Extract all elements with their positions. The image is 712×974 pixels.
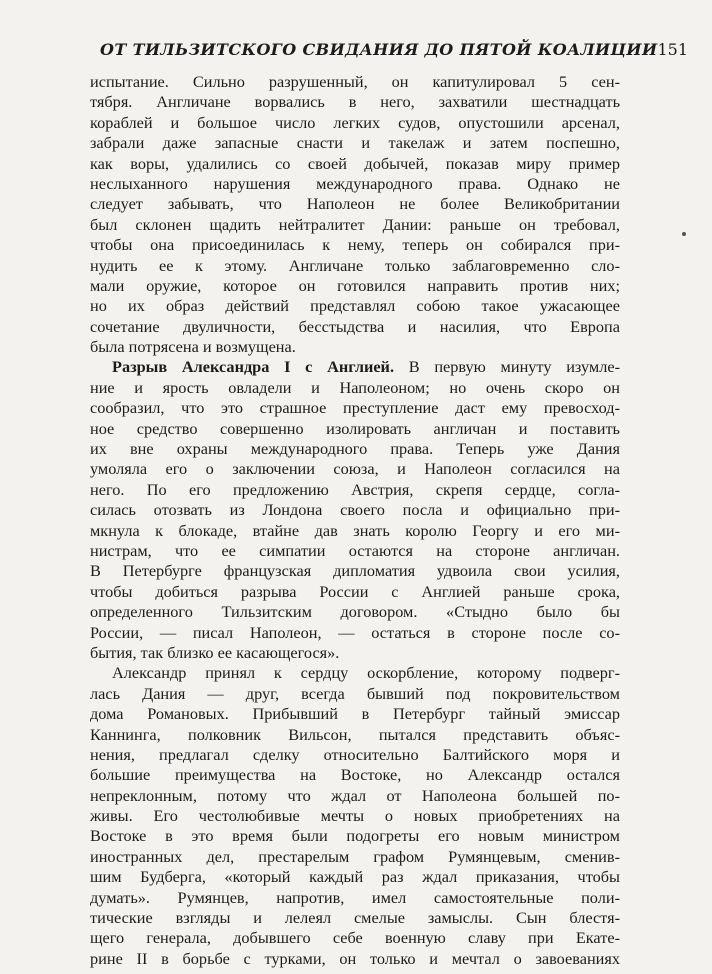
text-line: В Петербурге французская дипломатия удвоила свои усилия,: [90, 561, 620, 581]
text-line: него. По его предложению Австрия, скрепя сердце, согла-: [90, 479, 620, 499]
text-line: сообразил, что это страшное преступление даст ему превосход-: [90, 398, 620, 418]
text-line: тября. Англичане ворвались в него, захватили шестнадцать: [90, 92, 620, 112]
text-line: забрали даже запасные снасти и такелаж и затем поспешно,: [90, 133, 620, 153]
text-line: определенного Тильзитским договором. «Стыдно было бы: [90, 602, 620, 622]
text-line: их вне охраны международного права. Теперь уже Дания: [90, 439, 620, 459]
text-line: но их образ действий представлял собою такое ужасающее: [90, 296, 620, 316]
text-line: испытание. Сильно разрушенный, он капитулировал 5 сен-: [90, 72, 620, 91]
ink-speck: [682, 232, 686, 236]
text-line: мкнула к блокаде, втайне дав знать королю Георгу и его ми-: [90, 520, 620, 540]
text-line: России, — писал Наполеон, — остаться в стороне после со-: [90, 622, 620, 642]
text-line: лась Дания — друг, всегда бывший под покровительством: [90, 683, 620, 703]
text-line: кораблей и большое число легких судов, опустошили арсенал,: [90, 112, 620, 132]
text-line: большие преимущества на Востоке, но Александр остался: [90, 765, 620, 785]
section-first-line: [90, 357, 620, 377]
text-line: Востоке в это время были подогреты его новым министром: [90, 826, 620, 846]
text-line: Александр принял к сердцу оскорбление, которому подверг-: [112, 663, 620, 683]
text-line: ное средство совершенно изолировать англичан и поставить: [90, 418, 620, 438]
text-line: чтобы добиться разрыва России с Англией раньше срока,: [90, 581, 620, 601]
text-line: нистрам, что ее симпатии остаются на стороне англичан.: [90, 540, 620, 560]
text-line: дома Романовых. Прибывший в Петербург тайный эмиссар: [90, 704, 620, 724]
text-line: чтобы она присоединилась к нему, теперь он собирался при-: [90, 235, 620, 255]
text-line: неслыханного нарушения международного права. Однако не: [90, 173, 620, 193]
text-line: как воры, удалились со своей добычей, показав миру пример: [90, 153, 620, 173]
text-line: тические взгляды и лелеял смелые замыслы. Сын блестя-: [90, 908, 620, 928]
text-line: мали оружие, которое он готовился направить против них;: [90, 275, 620, 295]
text-line: думать». Румянцев, напротив, имел самостоятельные поли-: [90, 887, 620, 907]
text-line: был склонен щадить нейтралитет Дании: раньше он требовал,: [90, 214, 620, 234]
text-line: ние и ярость овладели и Наполеоном; но очень скоро он: [90, 377, 620, 397]
text-line: умоляла его о заключении союза, и Наполеон согласился на: [90, 459, 620, 479]
body-text: [90, 72, 620, 969]
text-line: нения, предлагал сделку относительно Балтийского моря и: [90, 744, 620, 764]
text-line: непреклонным, потому что ждал от Наполеона большей по-: [90, 785, 620, 805]
text-line: сочетание двуличности, бесстыдства и насилия, что Европа: [90, 316, 620, 336]
text-line: бытия, так близко ее касающегося».: [90, 642, 340, 662]
text-line: нудить ее к этому. Англичане только заблаговременно сло-: [90, 255, 620, 275]
text-line: шим Будберга, «который каждый раз ждал приказания, чтобы: [90, 867, 620, 887]
text-line: силась отозвать из Лондона своего посла и официально при-: [90, 500, 620, 520]
text-line: следует забывать, что Наполеон не более Великобритании: [90, 194, 620, 214]
text-line: Каннинга, полковник Вильсон, пытался представить объяс-: [90, 724, 620, 744]
text-line: щего генерала, добывшего себе военную славу при Екате-: [90, 928, 620, 948]
running-head: [100, 40, 689, 64]
text-line: была потрясена и возмущена.: [90, 337, 296, 357]
text-line: иностранных дел, престарелым графом Румянцевым, сменив-: [90, 846, 620, 866]
page-number: 151: [657, 40, 689, 59]
running-title: ОТ ТИЛЬЗИТСКОГО СВИДАНИЯ ДО ПЯТОЙ КОАЛИЦИИ: [100, 40, 658, 59]
section-heading: Разрыв Александра I с Англией.: [112, 357, 395, 377]
text-line: живы. Его честолюбивые мечты о новых приобретениях на: [90, 806, 620, 826]
section-first-line-text: В первую минуту изумле-: [394, 357, 620, 377]
text-line: рине II в борьбе с турками, он только и мечтал о завоеваниях: [90, 948, 620, 968]
